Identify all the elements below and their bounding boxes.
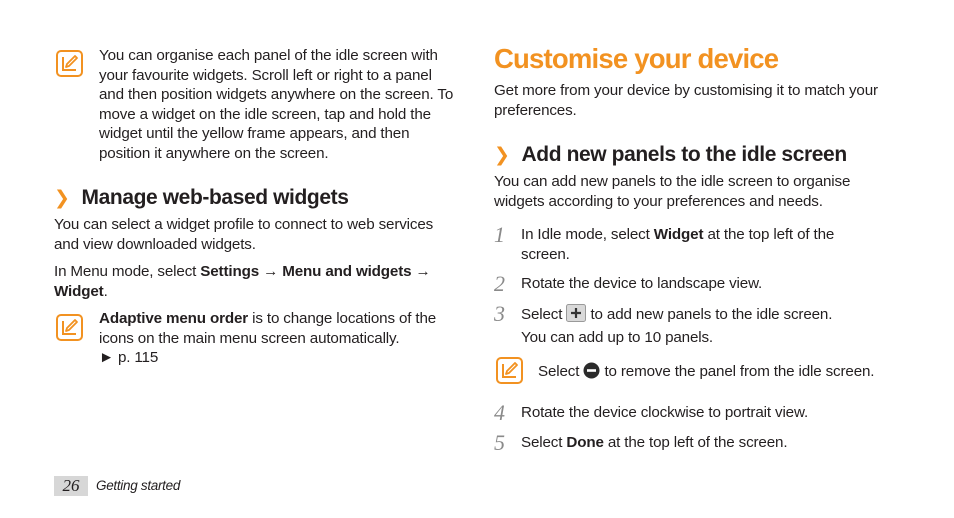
menu-path: In Menu mode, select Settings → Menu and widgets → Widget. [54,263,431,300]
menu-settings: Settings [200,263,259,280]
menu-widget: Widget [54,282,104,300]
note-pencil-icon [56,50,83,77]
page-reference: ► p. 115 [99,349,159,367]
note-pencil-icon [496,357,523,384]
step-number: 3 [494,301,505,326]
note-pencil-icon [56,314,83,341]
section-heading-web-widgets [54,186,349,210]
step-3: Select to add new panels to the idle screen. You can add up to 10 panels. [521,306,833,346]
web-widgets-intro: You can select a widget profile to connect to web services and view downloaded widgets. [54,216,434,253]
footer-section: Getting started [96,478,181,493]
step-5: Select Done at the top left of the screen. [521,434,788,451]
add-panels-intro: You can add new panels to the idle screen to organise widgets according to your preferences and needs. [494,173,851,210]
section-title: Manage web-based widgets [81,186,349,209]
step-4: Rotate the device clockwise to portrait view. [521,404,809,421]
step-1: In Idle mode, select Widget at the top left of the screen. [521,226,835,263]
note-adaptive-menu: Adaptive menu order is to change locations of the icons on the main menu screen automatically. ► p. 115 [99,310,437,367]
step-2: Rotate the device to landscape view. [521,275,763,292]
section-heading-add-panels [494,143,847,167]
page-number: 26 [54,476,88,496]
step-number: 2 [494,271,505,296]
step-number: 1 [494,222,505,247]
step-number: 4 [494,400,505,425]
plus-icon [566,304,586,328]
note-organise-widgets: You can organise each panel of the idle screen with your favourite widgets. Scroll left or right to a panel and then position widgets anywhere on the screen. To move a widget on the idle screen, tap and hold the widget until the yellow frame appears, and then position it anywhere on the screen. [99,47,454,162]
menu-widgets: Menu and widgets [282,263,412,280]
step-number: 5 [494,430,505,455]
section-title: Add new panels to the idle screen [521,143,847,166]
note-remove-panel: Select to remove the panel from the idle screen. [538,362,914,385]
minus-circle-icon [583,362,600,385]
page-title: Customise your device [494,43,779,74]
customise-intro: Get more from your device by customising it to match your preferences. [494,82,878,119]
chevron-right-icon: ❯ [54,187,70,209]
chevron-right-icon: ❯ [494,144,510,166]
